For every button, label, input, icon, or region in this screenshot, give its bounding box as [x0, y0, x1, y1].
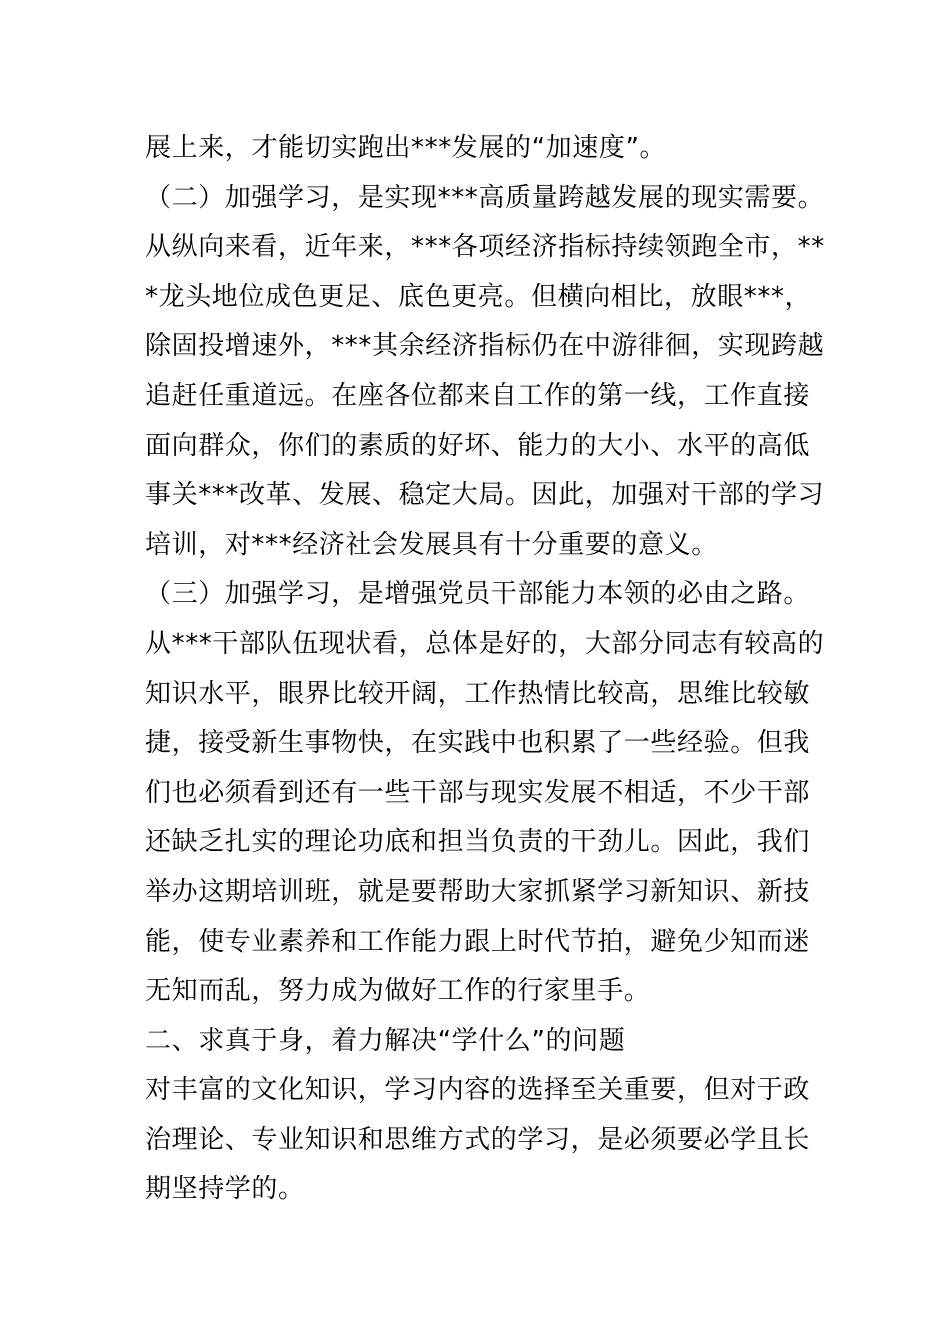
text-line: *龙头地位成色更足、底色更亮。但横向相比，放眼***，: [145, 281, 812, 312]
document-body: [145, 124, 825, 1215]
section-heading-line: （三）加强学习，是增强党员干部能力本领的必由之路。: [145, 579, 811, 610]
text-line: 追赶任重道远。在座各位都来自工作的第一线，工作直接: [145, 380, 811, 411]
text-line: 期坚持学的。: [145, 1174, 305, 1205]
text-line: 能，使专业素养和工作能力跟上时代节拍，避免少知而迷: [145, 926, 811, 957]
text-line: 培训，对***经济社会发展具有十分重要的意义。: [145, 529, 718, 560]
text-line: 无知而乱，努力成为做好工作的行家里手。: [145, 976, 651, 1007]
text-line: 除固投增速外，***其余经济指标仍在中游徘徊，实现跨越: [145, 331, 825, 362]
section-heading-line: （二）加强学习，是实现***高质量跨越发展的现实需要。: [145, 182, 825, 213]
text-line: 们也必须看到还有一些干部与现实发展不相适，不少干部: [145, 777, 811, 808]
text-line: 还缺乏扎实的理论功底和担当负责的干劲儿。因此，我们: [145, 827, 811, 858]
chapter-heading-line: 二、求真于身，着力解决“学什么”的问题: [145, 1025, 626, 1056]
text-line: 面向群众，你们的素质的好坏、能力的大小、水平的高低: [145, 430, 811, 461]
text-line: 事关***改革、发展、稳定大局。因此，加强对干部的学习: [145, 480, 825, 511]
text-line: 展上来，才能切实跑出***发展的“加速度”。: [145, 133, 667, 163]
text-line: 举办这期培训班，就是要帮助大家抓紧学习新知识、新技: [145, 876, 811, 907]
text-line: 捷，接受新生事物快，在实践中也积累了一些经验。但我: [145, 728, 811, 759]
text-line: 对丰富的文化知识，学习内容的选择至关重要，但对于政: [145, 1075, 811, 1106]
text-line: 治理论、专业知识和思维方式的学习，是必须要必学且长: [145, 1124, 811, 1155]
text-line: 知识水平，眼界比较开阔，工作热情比较高，思维比较敏: [145, 678, 811, 709]
text-line: 从***干部队伍现状看，总体是好的，大部分同志有较高的: [145, 628, 825, 659]
text-line: 从纵向来看，近年来，***各项经济指标持续领跑全市，**: [145, 232, 825, 263]
